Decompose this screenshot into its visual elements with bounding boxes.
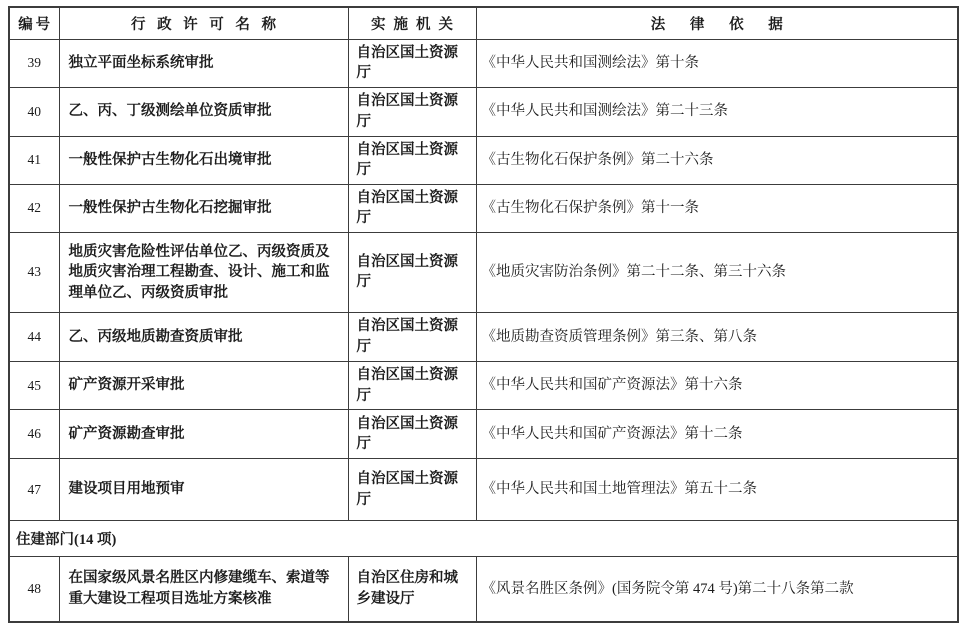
legal-basis-cell: 《中华人民共和国矿产资源法》第十二条 <box>476 410 958 459</box>
legal-basis-cell: 《风景名胜区条例》(国务院令第 474 号)第二十八条第二款 <box>476 557 958 622</box>
row-number-cell: 42 <box>9 184 59 232</box>
table-row <box>9 459 958 521</box>
table-row <box>9 410 958 459</box>
legal-basis-cell: 《中华人民共和国测绘法》第二十三条 <box>476 87 958 136</box>
permit-name-cell: 一般性保护古生物化石挖掘审批 <box>59 184 348 232</box>
row-number-cell: 47 <box>9 459 59 521</box>
permit-name-cell: 矿产资源开采审批 <box>59 361 348 409</box>
row-number-cell: 40 <box>9 87 59 136</box>
legal-basis-cell: 《中华人民共和国矿产资源法》第十六条 <box>476 361 958 409</box>
section-header-row <box>9 521 958 557</box>
table-row <box>9 557 958 622</box>
agency-cell: 自治区国土资源厅 <box>348 361 476 409</box>
header-cell-name: 行政许可名称 <box>59 7 348 39</box>
legal-basis-cell: 《中华人民共和国土地管理法》第五十二条 <box>476 459 958 521</box>
permit-name-cell: 乙、丙级地质勘查资质审批 <box>59 312 348 361</box>
header-row <box>9 7 958 39</box>
permit-name-cell: 一般性保护古生物化石出境审批 <box>59 136 348 184</box>
agency-cell: 自治区国土资源厅 <box>348 232 476 312</box>
header-cell-legal: 法律依据 <box>476 7 958 39</box>
legal-basis-cell: 《古生物化石保护条例》第二十六条 <box>476 136 958 184</box>
permit-name-cell: 独立平面坐标系统审批 <box>59 39 348 87</box>
row-number-cell: 43 <box>9 232 59 312</box>
header-cell-number: 编号 <box>9 7 59 39</box>
agency-cell: 自治区国土资源厅 <box>348 459 476 521</box>
agency-cell: 自治区国土资源厅 <box>348 136 476 184</box>
table-row <box>9 184 958 232</box>
permit-name-cell: 地质灾害危险性评估单位乙、丙级资质及地质灾害治理工程勘查、设计、施工和监理单位乙、丙级资质审批 <box>59 232 348 312</box>
row-number-cell: 48 <box>9 557 59 622</box>
table-row <box>9 136 958 184</box>
permit-name-cell: 矿产资源勘查审批 <box>59 410 348 459</box>
table-row <box>9 39 958 87</box>
row-number-cell: 46 <box>9 410 59 459</box>
table-row <box>9 312 958 361</box>
legal-basis-cell: 《中华人民共和国测绘法》第十条 <box>476 39 958 87</box>
table-row <box>9 87 958 136</box>
row-number-cell: 39 <box>9 39 59 87</box>
permit-name-cell: 建设项目用地预审 <box>59 459 348 521</box>
header-cell-agency: 实施机关 <box>348 7 476 39</box>
agency-cell: 自治区国土资源厅 <box>348 410 476 459</box>
permits-table <box>8 6 959 623</box>
agency-cell: 自治区国土资源厅 <box>348 87 476 136</box>
agency-cell: 自治区国土资源厅 <box>348 184 476 232</box>
section-header-label: 住建部门(14 项) <box>9 521 958 557</box>
legal-basis-cell: 《古生物化石保护条例》第十一条 <box>476 184 958 232</box>
table-row <box>9 361 958 409</box>
permit-name-cell: 在国家级风景名胜区内修建缆车、索道等重大建设工程项目选址方案核准 <box>59 557 348 622</box>
agency-cell: 自治区国土资源厅 <box>348 312 476 361</box>
legal-basis-cell: 《地质灾害防治条例》第二十二条、第三十六条 <box>476 232 958 312</box>
row-number-cell: 41 <box>9 136 59 184</box>
row-number-cell: 44 <box>9 312 59 361</box>
agency-cell: 自治区国土资源厅 <box>348 39 476 87</box>
legal-basis-cell: 《地质勘查资质管理条例》第三条、第八条 <box>476 312 958 361</box>
table-row <box>9 232 958 312</box>
agency-cell: 自治区住房和城乡建设厅 <box>348 557 476 622</box>
permit-name-cell: 乙、丙、丁级测绘单位资质审批 <box>59 87 348 136</box>
row-number-cell: 45 <box>9 361 59 409</box>
